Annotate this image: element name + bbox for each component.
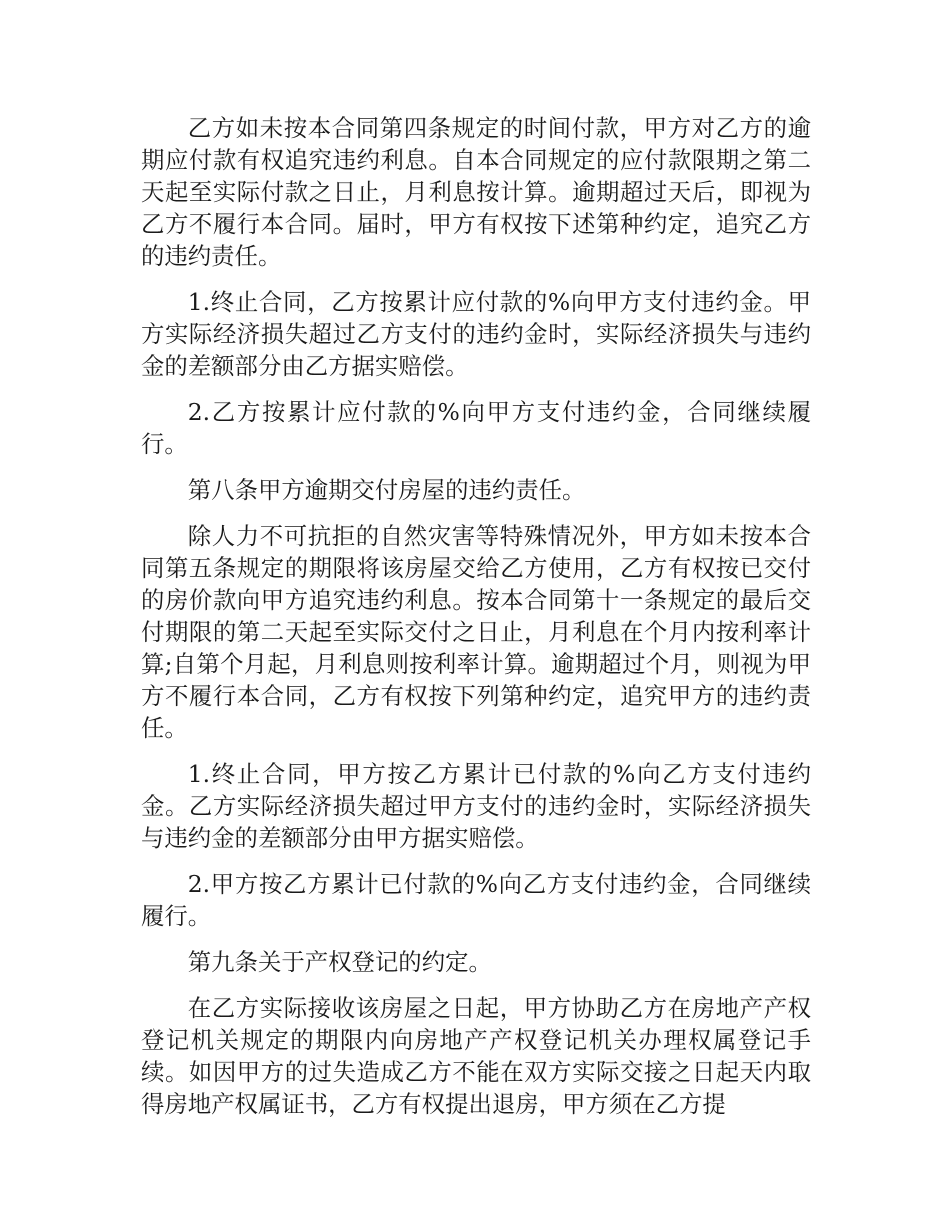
paragraph-late-payment: 乙方如未按本合同第四条规定的时间付款，甲方对乙方的逾期应付款有权追究违约利息。自本合同规定的应付款限期之第二天起至实际付款之日止，月利息按计算。逾期超过天后，即视为乙方不履行本合同。届时，甲方有权按下述第种约定，追究乙方的违约责任。 [141, 114, 811, 270]
paragraph-title-registration: 在乙方实际接收该房屋之日起，甲方协助乙方在房地产产权登记机关规定的期限内向房地产产权登记机关办理权属登记手续。如因甲方的过失造成乙方不能在双方实际交接之日起天内取得房地产权属证书，乙方有权提出退房，甲方须在乙方提 [141, 994, 811, 1118]
paragraph-terminate-seller: 1.终止合同，甲方按乙方累计已付款的%向乙方支付违约金。乙方实际经济损失超过甲方支付的违约金时，实际经济损失与违约金的差额部分由甲方据实赔偿。 [141, 760, 811, 852]
document-body [141, 112, 811, 1134]
paragraph-late-delivery: 除人力不可抗拒的自然灾害等特殊情况外，甲方如未按本合同第五条规定的期限将该房屋交给乙方使用，乙方有权按已交付的房价款向甲方追究违约利息。按本合同第十一条规定的最后交付期限的第二天起至实际交付之日止，月利息在个月内按利率计算;自第个月起，月利息则按利率计算。逾期超过个月，则视为甲方不履行本合同，乙方有权按下列第种约定，追究甲方的违约责任。 [141, 522, 811, 742]
section-heading-article-8: 第八条甲方逾期交付房屋的违约责任。 [187, 476, 586, 504]
paragraph-continue-buyer: 2.乙方按累计应付款的%向甲方支付违约金，合同继续履行。 [141, 398, 811, 458]
section-heading-article-9: 第九条关于产权登记的约定。 [187, 948, 492, 976]
paragraph-terminate-buyer: 1.终止合同，乙方按累计应付款的%向甲方支付违约金。甲方实际经济损失超过乙方支付的违约金时，实际经济损失与违约金的差额部分由乙方据实赔偿。 [141, 288, 811, 380]
paragraph-continue-seller: 2.甲方按乙方累计已付款的%向乙方支付违约金，合同继续履行。 [141, 870, 811, 930]
